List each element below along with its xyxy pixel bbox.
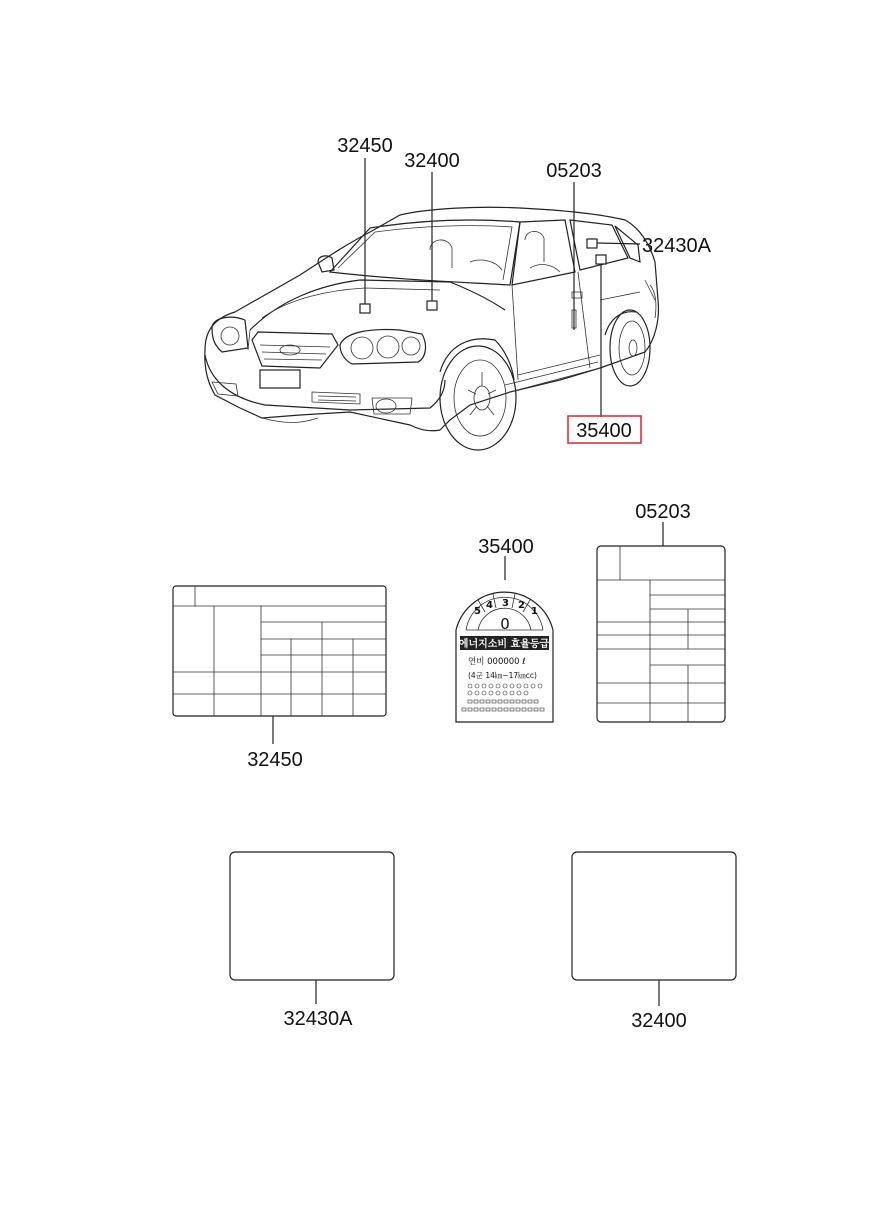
- callout-32430A[interactable]: 32430A: [642, 235, 711, 257]
- dial-2: 2: [518, 600, 525, 611]
- leader-lines: [360, 158, 640, 417]
- fuel-label-line2: (4군 14㎞~17㎞cc): [468, 671, 537, 680]
- label-32450-number[interactable]: 32450: [247, 749, 303, 771]
- label-35400-diagram: [456, 592, 553, 722]
- fuel-label-title: 에너지소비 효율등급: [458, 639, 550, 650]
- dial-4: 4: [486, 600, 493, 611]
- label-32450-diagram: [173, 586, 386, 716]
- fuel-label-line1: 연비 000000 ℓ: [468, 657, 526, 667]
- callout-32450[interactable]: 32450: [337, 135, 393, 157]
- fuel-label-dots: [462, 684, 544, 711]
- label-position-32450: [360, 304, 370, 313]
- callout-35400[interactable]: 35400: [576, 420, 632, 442]
- label-32400-number[interactable]: 32400: [631, 1010, 687, 1032]
- label-05203-diagram: [597, 546, 725, 722]
- label-35400-number[interactable]: 35400: [478, 536, 534, 558]
- dial-5: 5: [474, 606, 481, 617]
- label-05203-number[interactable]: 05203: [635, 501, 691, 523]
- callout-05203[interactable]: 05203: [546, 160, 602, 182]
- callout-32400[interactable]: 32400: [404, 150, 460, 172]
- grade-value: 0: [500, 615, 510, 633]
- label-32400-diagram: [572, 852, 736, 980]
- label-position-35400: [596, 255, 606, 264]
- dial-1: 1: [531, 606, 538, 617]
- label-32430A-number[interactable]: 32430A: [283, 1008, 353, 1030]
- label-32430A-diagram: [230, 852, 394, 980]
- label-position-32430A: [587, 239, 597, 248]
- dial-3: 3: [502, 598, 509, 609]
- label-position-32400: [427, 301, 437, 310]
